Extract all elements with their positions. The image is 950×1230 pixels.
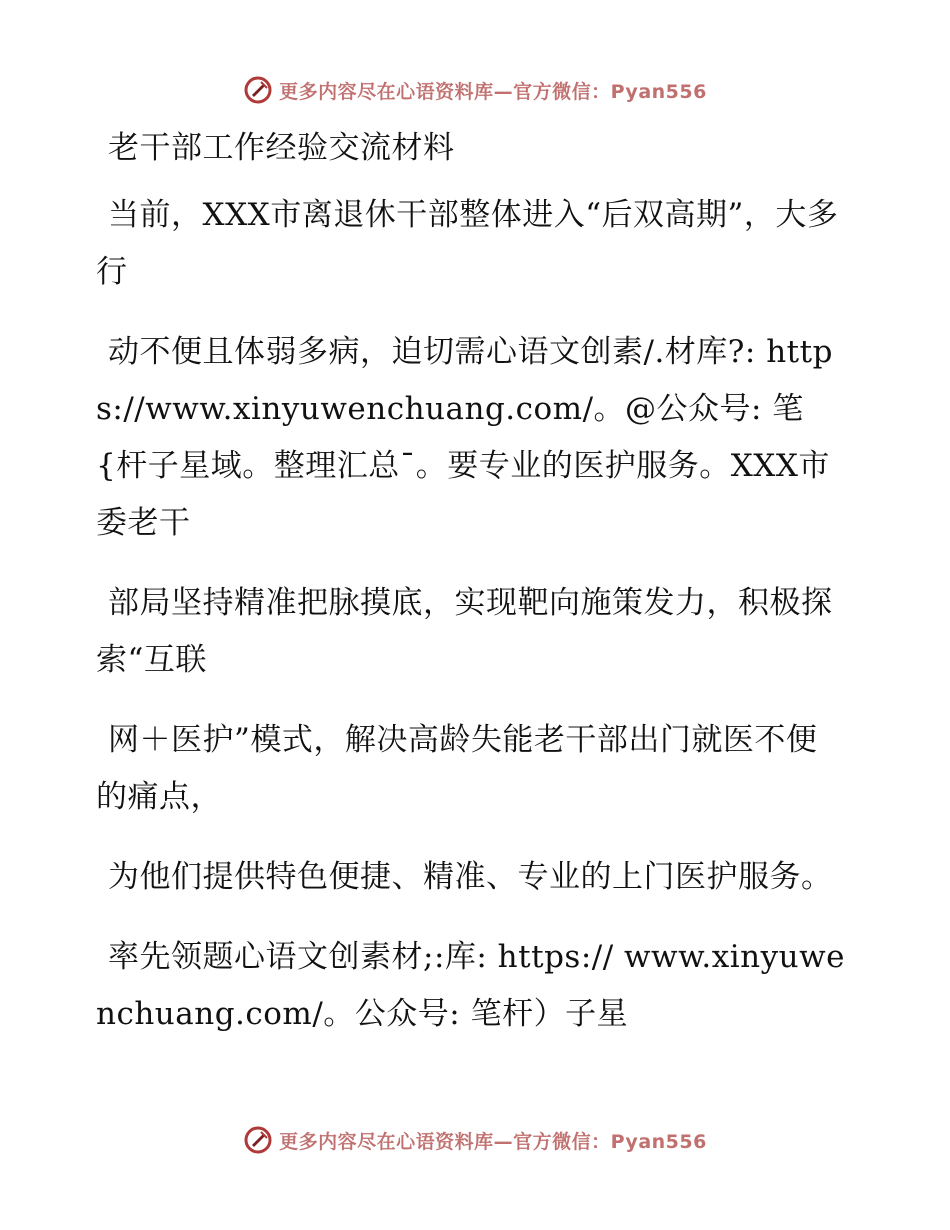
- paragraph: 动不便且体弱多病，迫切需心语文创素/.材库?: https://www.xinyuwenchuang.com/。@公众号: 笔{杆子星域。整理汇总¯。要专业的医护服务。XXX市委老干: [96, 334, 833, 541]
- document-title: 老干部工作经验交流材料: [108, 130, 455, 166]
- document-body: [96, 120, 846, 1066]
- logo-icon: [243, 1125, 273, 1155]
- footer-banner: [0, 1120, 950, 1160]
- logo-icon: [243, 75, 273, 105]
- paragraph: 当前，XXX市离退休干部整体进入“后双高期”，大多行: [96, 197, 839, 290]
- paragraph: 部局坚持精准把脉摸底，实现靶向施策发力，积极探索“互联: [96, 585, 833, 678]
- paragraph: 网＋医护”模式，解决高龄失能老干部出门就医不便的痛点，: [96, 722, 818, 815]
- banner-text: 更多内容尽在心语资料库—官方微信：Pyan556: [279, 1130, 707, 1153]
- banner-text: 更多内容尽在心语资料库—官方微信：Pyan556: [279, 80, 707, 103]
- paragraph: 率先领题心语文创素材;:库: https:// www.xinyuwenchuang.com/。公众号: 笔杆）子星: [96, 939, 846, 1032]
- paragraph: 为他们提供特色便捷、精准、专业的上门医护服务。: [108, 859, 833, 895]
- header-banner: [0, 70, 950, 110]
